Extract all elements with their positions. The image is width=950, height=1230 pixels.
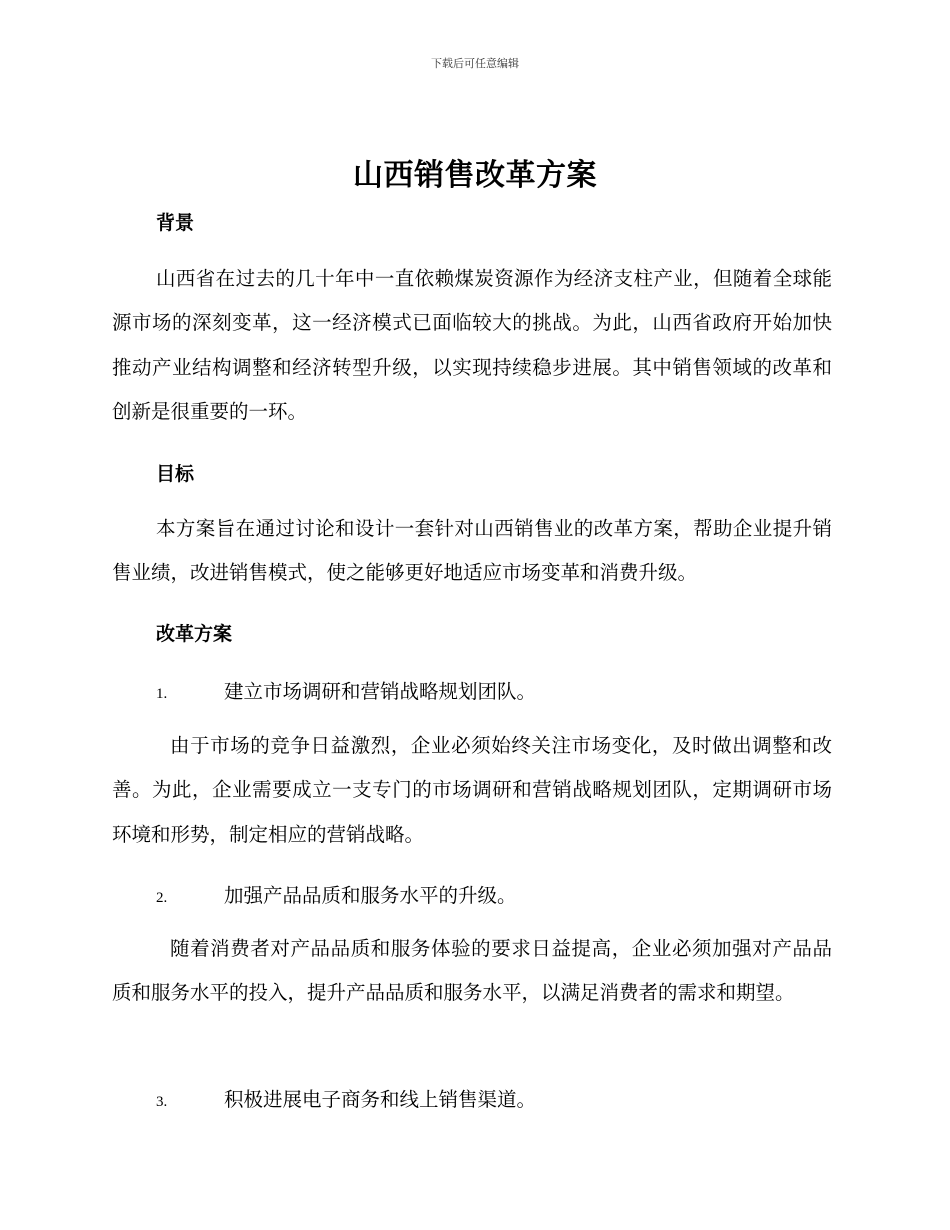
page-header-note: 下载后可任意编辑 bbox=[431, 57, 519, 70]
section-heading-goal: 目标 bbox=[156, 463, 195, 485]
list-item-number: 1. bbox=[156, 686, 168, 702]
list-item-3 bbox=[156, 1084, 536, 1114]
list-item-1 bbox=[156, 676, 536, 706]
list-item-title: 积极进展电子商务和线上销售渠道。 bbox=[224, 1088, 537, 1111]
section-heading-plan: 改革方案 bbox=[156, 623, 233, 645]
list-item-number: 2. bbox=[156, 890, 168, 906]
list-item-title: 加强产品品质和服务水平的升级。 bbox=[224, 884, 517, 907]
paragraph-background: 山西省在过去的几十年中一直依赖煤炭资源作为经济支柱产业，但随着全球能源市场的深刻变革，这一经济模式已面临较大的挑战。为此，山西省政府开始加快推动产业结构调整和经济转型升级，以实现持续稳步进展。其中销售领域的改革和创新是很重要的一环。 bbox=[112, 267, 832, 423]
section-heading-background: 背景 bbox=[156, 212, 195, 234]
list-item-number: 3. bbox=[156, 1094, 168, 1110]
paragraph-plan-1: 由于市场的竞争日益激烈，企业必须始终关注市场变化，及时做出调整和改善。为此，企业需要成立一支专门的市场调研和营销战略规划团队，定期调研市场环境和形势，制定相应的营销战略。 bbox=[112, 734, 832, 846]
paragraph-plan-2: 随着消费者对产品品质和服务体验的要求日益提高，企业必须加强对产品品质和服务水平的投入，提升产品品质和服务水平，以满足消费者的需求和期望。 bbox=[112, 937, 832, 1005]
paragraph-goal: 本方案旨在通过讨论和设计一套针对山西销售业的改革方案，帮助企业提升销售业绩，改进销售模式，使之能够更好地适应市场变革和消费升级。 bbox=[112, 517, 832, 585]
list-item-2 bbox=[156, 880, 517, 910]
list-item-title: 建立市场调研和营销战略规划团队。 bbox=[224, 680, 537, 703]
document-title: 山西销售改革方案 bbox=[353, 158, 597, 193]
